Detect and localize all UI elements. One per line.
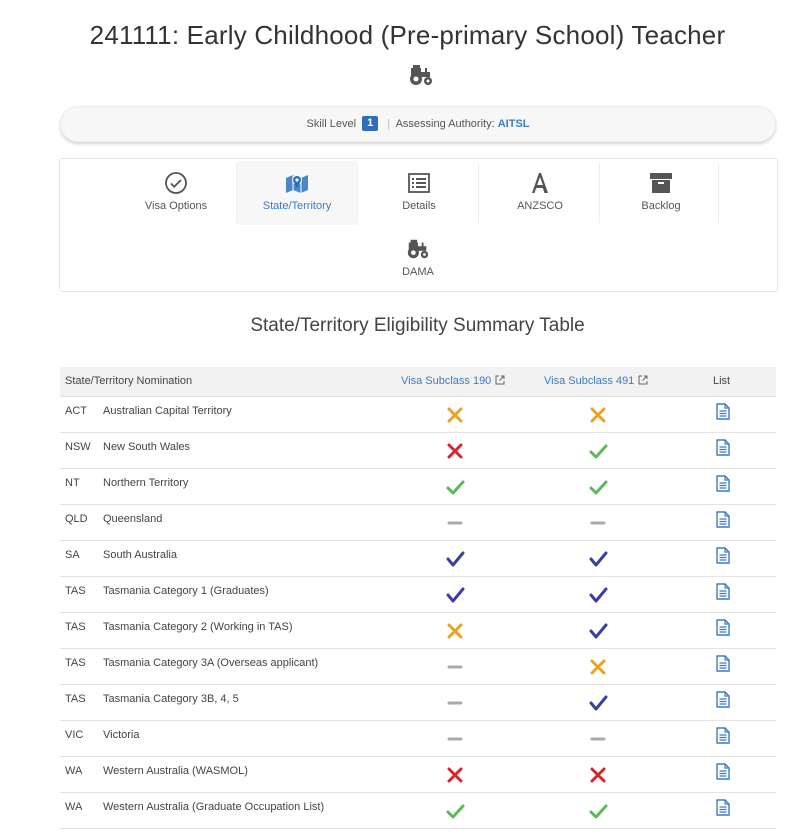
tab-bar	[59, 158, 778, 292]
table-row	[60, 793, 776, 829]
check-icon	[588, 477, 608, 497]
document-icon[interactable]	[716, 619, 730, 636]
state-name: Tasmania Category 3B, 4, 5	[103, 693, 239, 705]
section-title: State/Territory Eligibility Summary Table	[250, 315, 585, 336]
external-link-icon	[495, 375, 505, 385]
tab-label: ANZSCO	[517, 200, 563, 212]
table-row	[60, 649, 776, 685]
document-icon[interactable]	[716, 547, 730, 564]
document-icon[interactable]	[716, 439, 730, 456]
tab-dama[interactable]	[358, 227, 478, 291]
table-row	[60, 685, 776, 721]
header-nomination: State/Territory Nomination	[65, 375, 193, 387]
tab-anzsco[interactable]	[480, 161, 600, 225]
dash-icon	[445, 693, 465, 713]
state-code: TAS	[65, 657, 86, 669]
state-name: New South Wales	[103, 441, 191, 453]
external-link-icon	[638, 375, 648, 385]
table-row	[60, 505, 776, 541]
document-icon[interactable]	[716, 763, 730, 780]
dash-icon	[588, 729, 608, 749]
cross-icon	[445, 621, 465, 641]
state-code: NT	[65, 477, 80, 489]
page-title: 241111: Early Childhood (Pre-primary School) Teacher	[89, 20, 726, 50]
document-icon[interactable]	[716, 403, 730, 420]
divider	[718, 163, 719, 223]
skill-level-bar	[60, 106, 776, 142]
tab-label: Visa Options	[144, 200, 208, 212]
archive-box-icon	[649, 171, 673, 195]
state-name: Tasmania Category 2 (Working in TAS)	[103, 621, 293, 633]
table-row	[60, 397, 776, 433]
skill-level-badge: 1	[362, 116, 378, 131]
dash-icon	[588, 513, 608, 533]
state-code: WA	[65, 765, 83, 777]
assessing-authority-label: Assessing Authority:	[395, 118, 495, 130]
cross-icon	[588, 657, 608, 677]
eligibility-table	[60, 367, 776, 829]
separator: |	[387, 118, 391, 130]
state-code: WA	[65, 801, 83, 813]
cross-icon	[588, 405, 608, 425]
tractor-icon	[406, 237, 430, 261]
state-code: TAS	[65, 693, 86, 705]
assessing-authority-link[interactable]: AITSL	[497, 118, 530, 130]
cross-icon	[588, 765, 608, 785]
state-name: Victoria	[103, 729, 140, 741]
table-row	[60, 577, 776, 613]
letter-a-icon	[528, 171, 552, 195]
divider	[599, 163, 600, 223]
document-icon[interactable]	[716, 691, 730, 708]
cross-icon	[445, 765, 465, 785]
check-icon	[588, 549, 608, 569]
document-icon[interactable]	[716, 727, 730, 744]
table-header	[60, 367, 776, 397]
state-name: Western Australia (WASMOL)	[103, 765, 248, 777]
document-icon[interactable]	[716, 655, 730, 672]
state-code: ACT	[65, 405, 87, 417]
divider	[478, 163, 479, 223]
check-icon	[445, 477, 465, 497]
check-circle-icon	[164, 171, 188, 195]
check-icon	[588, 621, 608, 641]
state-name: Tasmania Category 3A (Overseas applicant)	[103, 657, 319, 669]
table-row	[60, 433, 776, 469]
state-code: SA	[65, 549, 80, 561]
table-row	[60, 757, 776, 793]
state-name: Australian Capital Territory	[103, 405, 232, 417]
document-icon[interactable]	[716, 799, 730, 816]
state-code: TAS	[65, 621, 86, 633]
document-icon[interactable]	[716, 511, 730, 528]
table-row	[60, 469, 776, 505]
tab-label: Details	[402, 200, 436, 212]
cross-icon	[445, 405, 465, 425]
list-icon	[407, 171, 431, 195]
table-body	[60, 397, 776, 829]
state-code: NSW	[65, 441, 91, 453]
skill-level-label: Skill Level	[306, 118, 357, 130]
header-visa-190-label: Visa Subclass 190	[401, 375, 492, 387]
tab-visa-options[interactable]	[116, 161, 236, 225]
check-icon	[588, 585, 608, 605]
divider	[357, 163, 358, 223]
table-row	[60, 541, 776, 577]
state-name: Tasmania Category 1 (Graduates)	[103, 585, 269, 597]
tab-label: Backlog	[641, 200, 681, 212]
check-icon	[445, 801, 465, 821]
map-pin-icon	[285, 171, 309, 195]
table-row	[60, 613, 776, 649]
state-code: VIC	[65, 729, 84, 741]
state-name: Queensland	[103, 513, 163, 525]
check-icon	[445, 585, 465, 605]
dash-icon	[445, 513, 465, 533]
document-icon[interactable]	[716, 475, 730, 492]
check-icon	[445, 549, 465, 569]
dash-icon	[445, 657, 465, 677]
document-icon[interactable]	[716, 583, 730, 600]
tab-details[interactable]	[359, 161, 479, 225]
header-visa-491-link[interactable]	[544, 367, 648, 396]
state-code: TAS	[65, 585, 86, 597]
tractor-icon	[408, 64, 434, 86]
state-name: Northern Territory	[103, 477, 189, 489]
tab-backlog[interactable]	[601, 161, 721, 225]
tab-label: State/Territory	[262, 200, 332, 212]
header-visa-190-link[interactable]	[401, 367, 505, 396]
tab-state-territory[interactable]	[237, 161, 357, 225]
state-code: QLD	[65, 513, 88, 525]
cross-icon	[445, 441, 465, 461]
state-name: South Australia	[103, 549, 177, 561]
header-list: List	[713, 375, 731, 387]
header-visa-491-label: Visa Subclass 491	[544, 375, 635, 387]
check-icon	[588, 441, 608, 461]
state-name: Western Australia (Graduate Occupation List)	[103, 801, 325, 813]
check-icon	[588, 693, 608, 713]
tab-label: DAMA	[402, 266, 434, 278]
dash-icon	[445, 729, 465, 749]
check-icon	[588, 801, 608, 821]
table-row	[60, 721, 776, 757]
